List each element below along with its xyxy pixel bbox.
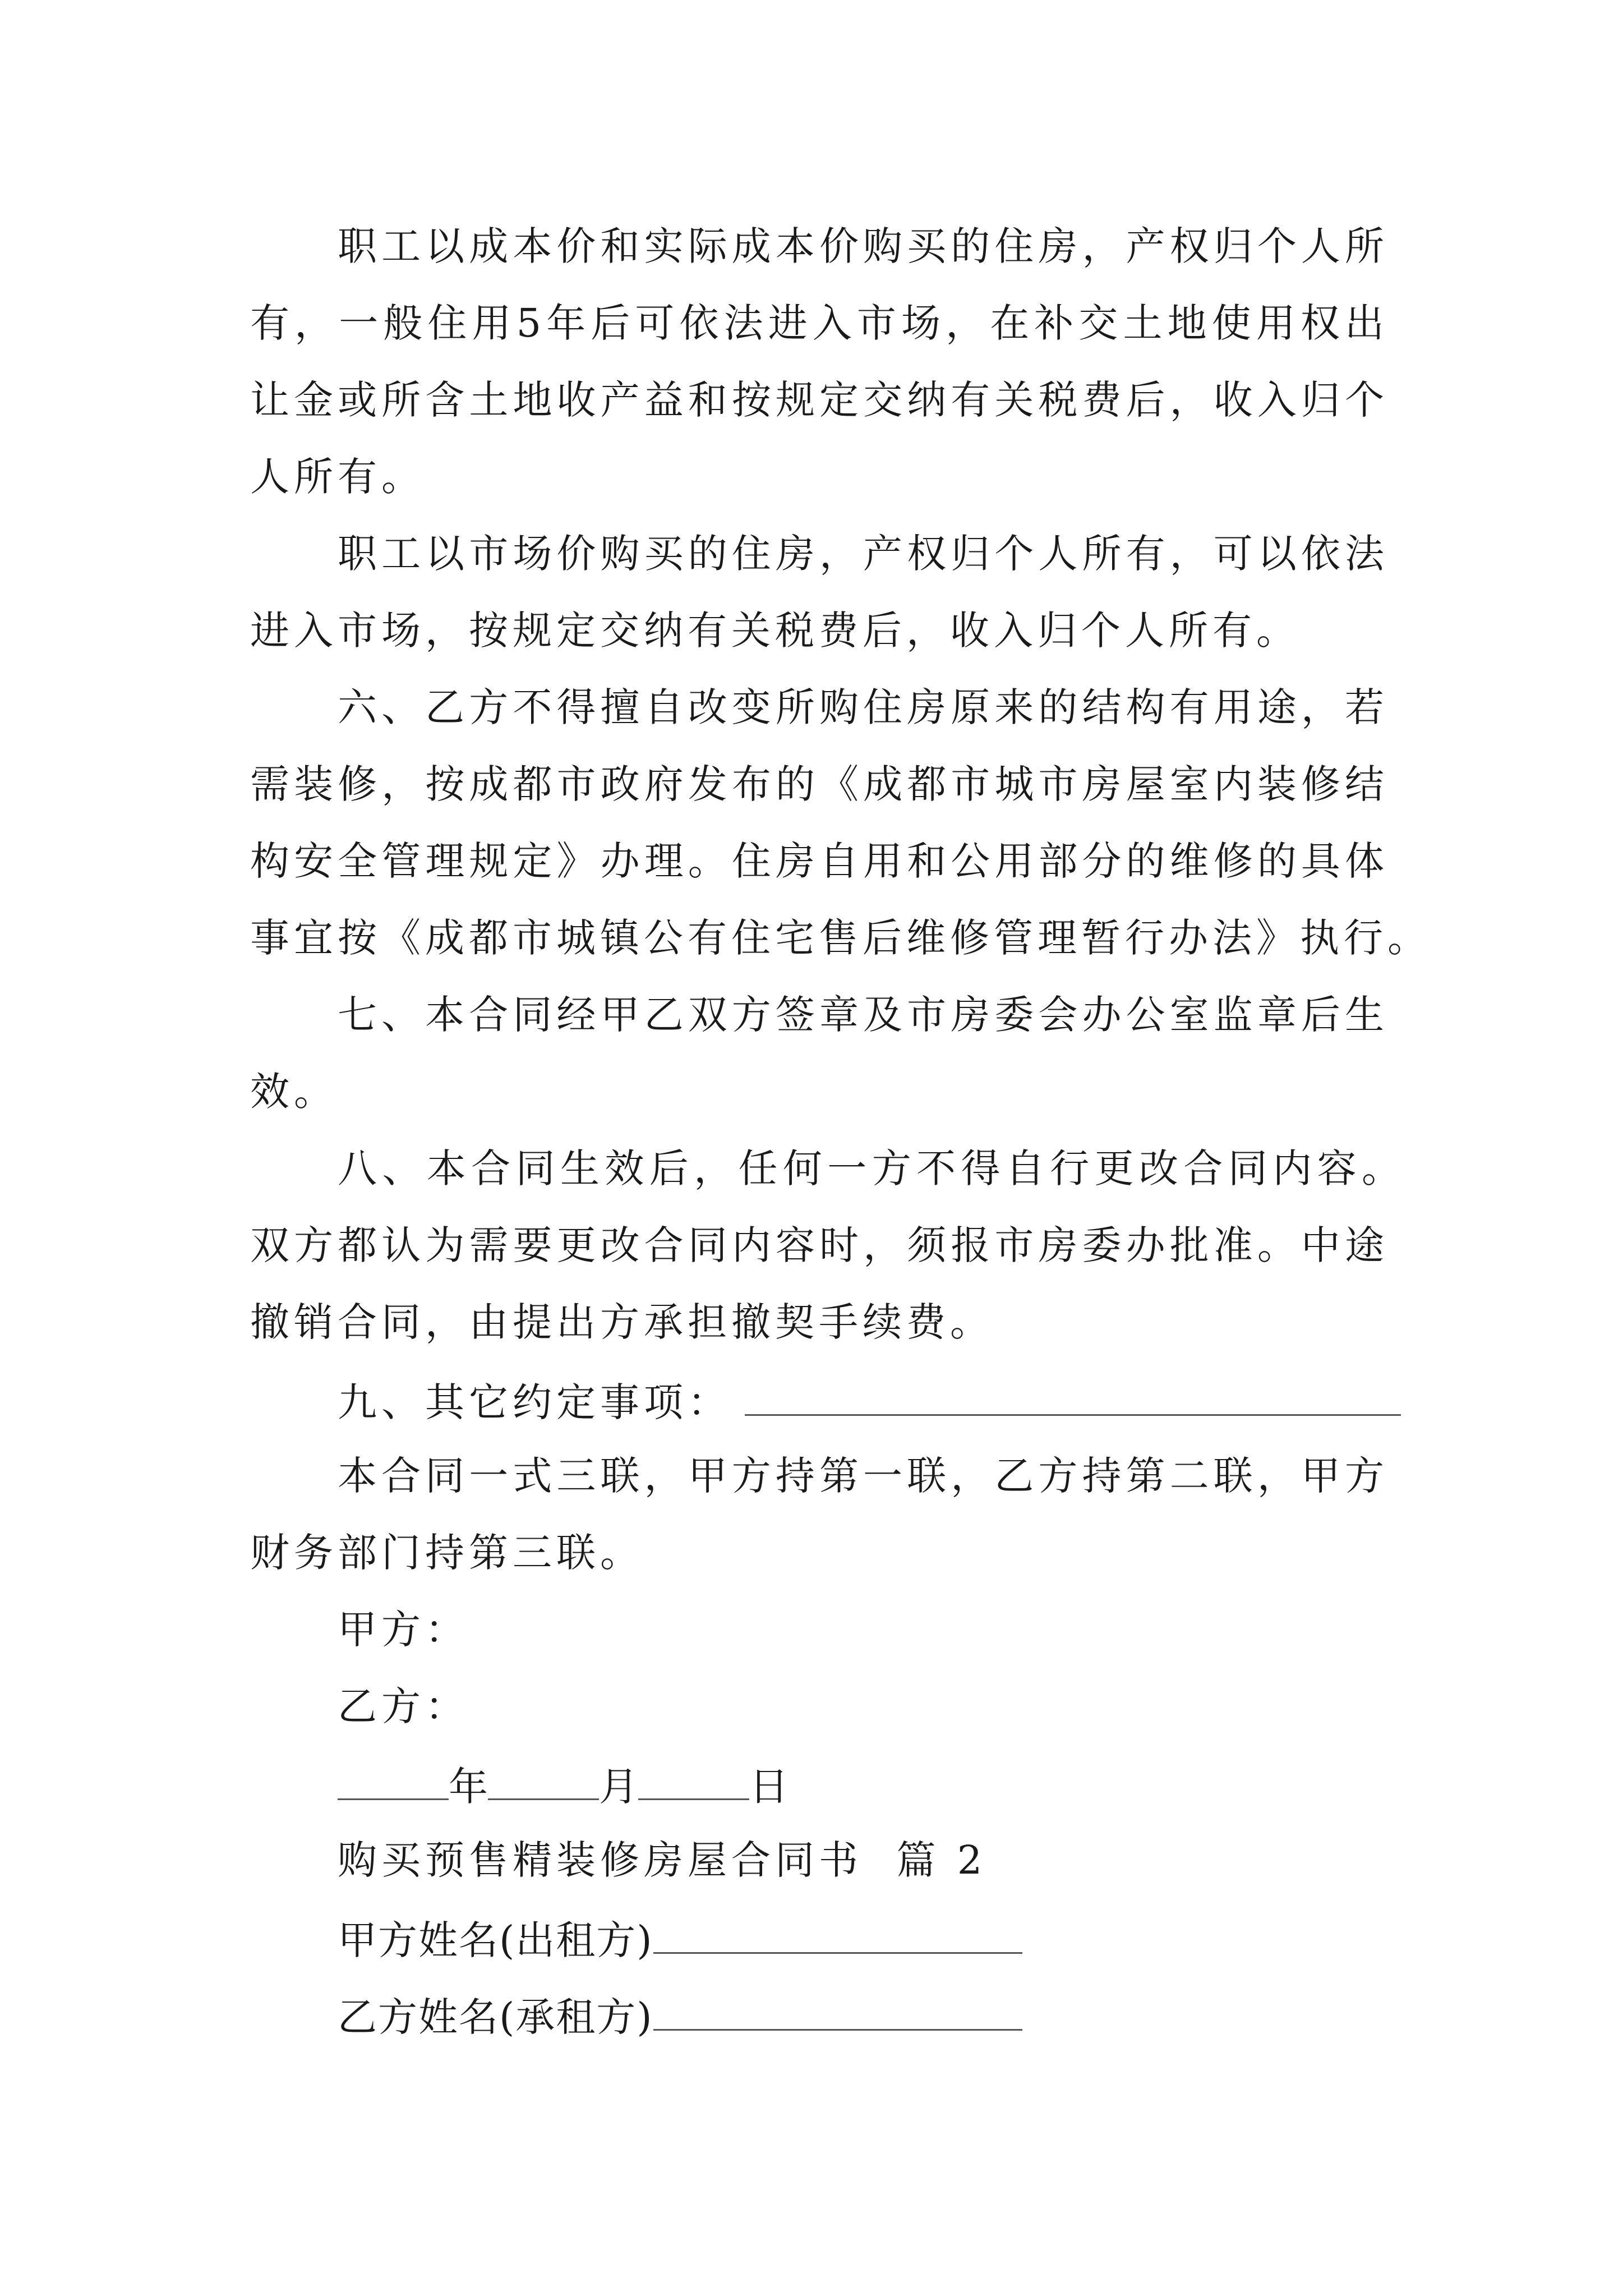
paragraph-line: 让金或所含土地收产益和按规定交纳有关税费后，收入归个 bbox=[250, 377, 1389, 423]
party-b-label: 乙方： bbox=[338, 1683, 469, 1729]
day-label: 日 bbox=[749, 1764, 789, 1810]
paragraph-line: 有，一般住用5年后可依法进入市场，在补交土地使用权出 bbox=[250, 300, 1389, 346]
paragraph-line: 职工以成本价和实际成本价购买的住房，产权归个人所 bbox=[338, 223, 1389, 269]
paragraph-line: 事宜按《成都市城镇公有住宅售后维修管理暂行办法》执行。 bbox=[250, 915, 1431, 961]
paragraph-line: 进入市场，按规定交纳有关税费后，收入归个人所有。 bbox=[250, 608, 1300, 654]
paragraph-line: 职工以市场价购买的住房，产权归个人所有，可以依法 bbox=[338, 531, 1389, 577]
paragraph-line: 人所有。 bbox=[250, 454, 425, 500]
date-line bbox=[338, 1764, 1389, 1810]
year-label: 年 bbox=[449, 1764, 488, 1810]
paragraph-line: 效。 bbox=[250, 1069, 338, 1115]
other-terms-blank[interactable] bbox=[745, 1379, 1401, 1416]
year-blank[interactable] bbox=[338, 1764, 449, 1800]
lessee-label: 乙方姓名(承租方) bbox=[338, 1994, 653, 2040]
lessor-name-blank[interactable] bbox=[653, 1917, 1022, 1954]
paragraph-line: 本合同一式三联，甲方持第一联，乙方持第二联，甲方 bbox=[338, 1453, 1389, 1499]
paragraph-line: 六、乙方不得擅自改变所购住房原来的结构有用途，若 bbox=[338, 684, 1389, 730]
paragraph-line: 需装修，按成都市政府发布的《成都市城市房屋室内装修结 bbox=[250, 761, 1389, 807]
paragraph-line: 财务部门持第三联。 bbox=[250, 1530, 644, 1576]
paragraph-line: 构安全管理规定》办理。住房自用和公用部分的维修的具体 bbox=[250, 838, 1389, 884]
other-terms-label: 九、其它约定事项： bbox=[338, 1379, 731, 1425]
lessor-label: 甲方姓名(出租方) bbox=[338, 1917, 653, 1963]
lessee-line bbox=[338, 1994, 1389, 2040]
paragraph-line: 七、本合同经甲乙双方签章及市房委会办公室监章后生 bbox=[338, 992, 1389, 1038]
lessee-name-blank[interactable] bbox=[653, 1994, 1022, 2031]
month-label: 月 bbox=[599, 1764, 638, 1810]
lessor-line bbox=[338, 1917, 1389, 1963]
day-blank[interactable] bbox=[638, 1764, 749, 1800]
paragraph-line: 撤销合同，由提出方承担撤契手续费。 bbox=[250, 1299, 994, 1345]
other-terms-line bbox=[338, 1379, 1389, 1425]
section-title: 购买预售精装修房屋合同书 篇 2 bbox=[338, 1837, 987, 1883]
party-a-label: 甲方： bbox=[338, 1607, 469, 1653]
paragraph-line: 双方都认为需要更改合同内容时，须报市房委办批准。中途 bbox=[250, 1222, 1389, 1268]
month-blank[interactable] bbox=[488, 1764, 599, 1800]
paragraph-line: 八、本合同生效后，任何一方不得自行更改合同内容。 bbox=[338, 1145, 1405, 1191]
